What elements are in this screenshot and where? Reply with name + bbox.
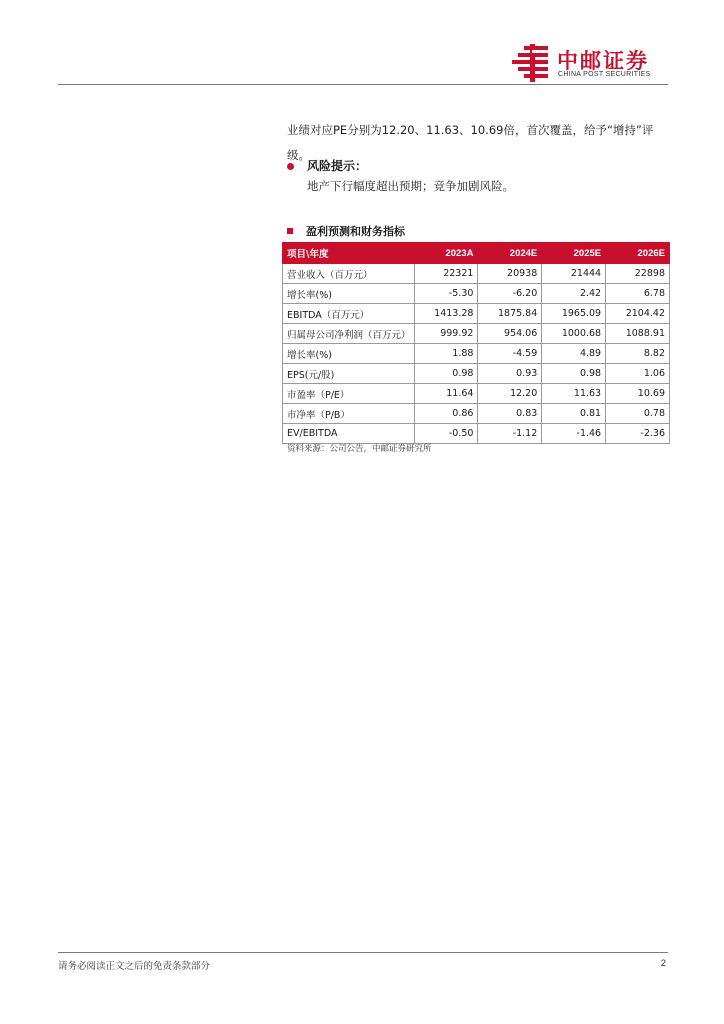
table-row bbox=[283, 344, 670, 364]
table-cell: 1088.91 bbox=[606, 324, 670, 344]
table-cell: 8.82 bbox=[606, 344, 670, 364]
table-cell: -0.50 bbox=[414, 424, 478, 444]
company-logo bbox=[512, 44, 672, 84]
table-cell: 0.81 bbox=[542, 404, 606, 424]
row-label: EBITDA（百万元） bbox=[283, 304, 415, 324]
table-cell: 22898 bbox=[606, 264, 670, 284]
row-label: 营业收入（百万元） bbox=[283, 264, 415, 284]
table-cell: -5.30 bbox=[414, 284, 478, 304]
header-cell: 2025E bbox=[542, 243, 606, 264]
table-cell: 0.98 bbox=[414, 364, 478, 384]
table-cell: -6.20 bbox=[478, 284, 542, 304]
row-label: 增长率(%) bbox=[283, 284, 415, 304]
table-row bbox=[283, 384, 670, 404]
row-label: 归属母公司净利润（百万元） bbox=[283, 324, 415, 344]
row-label: EPS(元/股) bbox=[283, 364, 415, 384]
table-row bbox=[283, 264, 670, 284]
financial-forecast-table bbox=[282, 242, 670, 444]
table-row bbox=[283, 304, 670, 324]
table-cell: 11.64 bbox=[414, 384, 478, 404]
footer-divider bbox=[58, 952, 668, 953]
header-cell: 2024E bbox=[478, 243, 542, 264]
valuation-paragraph: 业绩对应PE分别为12.20、11.63、10.69倍，首次覆盖，给予“增持”评级。 bbox=[287, 123, 654, 162]
table-cell: 2104.42 bbox=[606, 304, 670, 324]
table-cell: 4.89 bbox=[542, 344, 606, 364]
table-cell: 1413.28 bbox=[414, 304, 478, 324]
table-title: 盈利预测和财务指标 bbox=[306, 225, 405, 238]
table-cell: 1.88 bbox=[414, 344, 478, 364]
china-post-logo-icon bbox=[512, 44, 552, 82]
table-row bbox=[283, 284, 670, 304]
table-source-note: 资料来源：公司公告，中邮证券研究所 bbox=[287, 444, 432, 454]
table-cell: 0.98 bbox=[542, 364, 606, 384]
table-cell: 11.63 bbox=[542, 384, 606, 404]
header-cell: 项目\年度 bbox=[283, 243, 415, 264]
risk-text: 地产下行幅度超出预期；竞争加剧风险。 bbox=[307, 179, 514, 193]
logo-english-name: CHINA POST SECURITIES bbox=[558, 71, 651, 78]
table-cell: 1965.09 bbox=[542, 304, 606, 324]
header-cell: 2023A bbox=[414, 243, 478, 264]
bullet-dot-icon bbox=[287, 163, 294, 170]
logo-chinese-name: 中邮证券 bbox=[557, 49, 649, 73]
risk-heading: 风险提示： bbox=[307, 159, 368, 173]
table-cell: -1.46 bbox=[542, 424, 606, 444]
table-cell: 0.83 bbox=[478, 404, 542, 424]
table-cell: 1875.84 bbox=[478, 304, 542, 324]
table-cell: 0.86 bbox=[414, 404, 478, 424]
table-cell: 12.20 bbox=[478, 384, 542, 404]
table-cell: 954.06 bbox=[478, 324, 542, 344]
header-divider bbox=[58, 84, 668, 85]
row-label: EV/EBITDA bbox=[283, 424, 415, 444]
square-bullet-icon bbox=[287, 228, 293, 234]
table-cell: 1000.68 bbox=[542, 324, 606, 344]
table-header-row bbox=[283, 243, 670, 264]
table-cell: -2.36 bbox=[606, 424, 670, 444]
table-row bbox=[283, 324, 670, 344]
table-cell: 22321 bbox=[414, 264, 478, 284]
table-cell: 999.92 bbox=[414, 324, 478, 344]
table-cell: 21444 bbox=[542, 264, 606, 284]
table-cell: 10.69 bbox=[606, 384, 670, 404]
table-cell: 0.78 bbox=[606, 404, 670, 424]
header-cell: 2026E bbox=[606, 243, 670, 264]
table-cell: 1.06 bbox=[606, 364, 670, 384]
table-cell: 6.78 bbox=[606, 284, 670, 304]
table-cell: -1.12 bbox=[478, 424, 542, 444]
row-label: 市盈率（P/E） bbox=[283, 384, 415, 404]
page-number: 2 bbox=[660, 958, 666, 969]
table-cell: -4.59 bbox=[478, 344, 542, 364]
table-row bbox=[283, 364, 670, 384]
table-row bbox=[283, 404, 670, 424]
table-cell: 2.42 bbox=[542, 284, 606, 304]
table-cell: 20938 bbox=[478, 264, 542, 284]
row-label: 增长率(%) bbox=[283, 344, 415, 364]
table-cell: 0.93 bbox=[478, 364, 542, 384]
table-row bbox=[283, 424, 670, 444]
footer-disclaimer: 请务必阅读正文之后的免责条款部分 bbox=[58, 961, 211, 972]
row-label: 市净率（P/B） bbox=[283, 404, 415, 424]
